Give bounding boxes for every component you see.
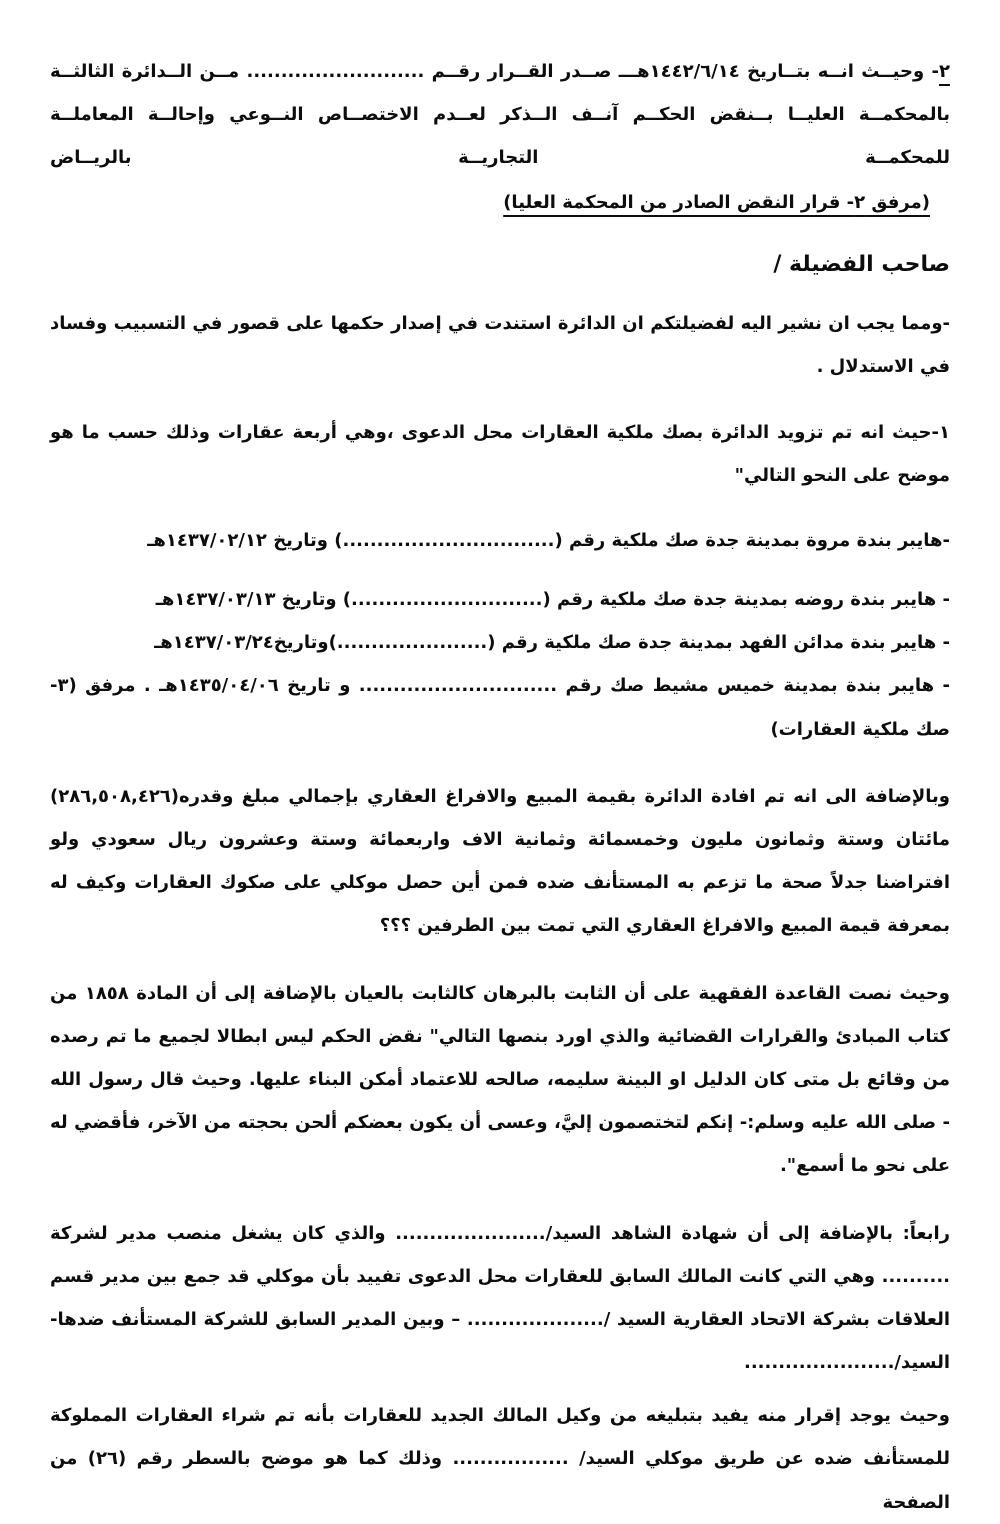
property-item-madain-alfahd: - هايبر بندة مدائن الفهد بمدينة جدة صك ملكية رقم (......................)وتاريخ١٤٣٧/٠٣/٢٤هـ — [154, 632, 950, 654]
legal-rule-paragraph: وحيث نصت القاعدة الفقهية على أن الثابت بالبرهان كالثابت بالعيان بالإضافة إلى أن المادة ١٨٥٨ من كتاب المبادئ والقرارات القضائية والذي اورد بنصها التالي" نقض الحكم ليس ابطالا لجميع ما تم رصده من وقائع بل متى كان الدليل او البينة سليمه، صالحه للاعتماد أمكن البناء عليها. وحيث قال رسول الله - صلى الله عليه وسلم:- إنكم لتختصمون إليَّ، وعسى أن يكون بعضكم ألحن بحجته من الآخر، فأقضي له على نحو ما أسمع". — [50, 982, 950, 1177]
clause-2-number: ٢ — [938, 61, 950, 82]
property-item-rawdah: - هايبر بندة روضه بمدينة جدة صك ملكية رقم (............................) وتاريخ ١٤٣٧/٠٣/١٣هـ — [155, 589, 950, 611]
property-deed-list — [50, 519, 950, 751]
amount-paragraph: وبالإضافة الى انه تم افادة الدائرة بقيمة المبيع والافراغ العقاري بإجمالي مبلغ وقدره(٢٨٦,٥٠٨,٤٢٦) مائتان وستة وثمانون مليون وخمسمائة وثمانية الاف واربعمائة وستة وعشرون ريال سعودي ولو افتراضنا جدلاً صحة ما تزعم به المستأنف ضده فمن أين حصل موكلي على صكوك العقارات وكيف له بمعرفة قيمة المبيع والافراغ العقاري التي تمت بين الطرفين ؟؟؟ — [50, 785, 950, 937]
clause-2-paragraph — [50, 50, 950, 180]
fourth-point-paragraph: رابعاً: بالإضافة إلى أن شهادة الشاهد السيد/...................... والذي كان يشغل منصب مدير لشركة .......... وهي التي كانت المالك السابق للعقارات محل الدعوى تفييد بأن موكلي قد جمع بين مدير قسم العلاقات بشركة الاتحاد العقارية السيد /.................... – وبين المدير السابق للشركة المستأنف ضدها- السيد/...................... — [50, 1222, 950, 1374]
clause-2-body-text: وحيــث انــه بتــاريخ ١٤٤٢/٦/١٤هـــ صــدر القــرار رقــم .......................... مــن الــدائرة الثالثــة بالمحكمــة العليــا بــنقض الحكــم آنــف الــذكر لعــدم الاختصــاص النــوعي وإحالــة المعاملــة للمحكمــة التجاريــة بالريــاض — [50, 61, 950, 169]
closing-paragraph: وحيث يوجد إقرار منه يفيد بتبليغه من وكيل المالك الجديد للعقارات بأنه تم شراء العقارات المملوكة للمستأنف ضده عن طريق موكلي السيد/ ................. وذلك كما هو موضح بالسطر رقم (٢٦) من الصفحة — [50, 1405, 950, 1513]
property-item-marwah: -هايبر بندة مروة بمدينة جدة صك ملكية رقم (...............................) وتاريخ ١٤٣٧/٠٢/١٢هـ — [147, 529, 950, 551]
intro-paragraph: -ومما يجب ان نشير اليه لفضيلتكم ان الدائرة استندت في إصدار حكمها على قصور في التسبيب وفساد في الاستدلال . — [50, 313, 950, 378]
salutation-heading: صاحب الفضيلة / — [773, 251, 950, 277]
clause-2-number-dash: - — [924, 61, 939, 82]
point-1-paragraph: ١-حيث انه تم تزويد الدائرة بصك ملكية العقارات محل الدعوى ،وهي أربعة عقارات وذلك حسب ما هو موضح على النحو التالي" — [50, 421, 950, 486]
property-item-khamis-mushait: - هايبر بندة بمدينة خميس مشيط صك رقم ............................. و تاريخ ١٤٣٥/٠٤/٠٦هـ . مرفق (٣- صك ملكية العقارات) — [50, 675, 950, 740]
attachment-note: (مرفق ٢- قرار النقض الصادر من المحكمة العليا) — [503, 191, 930, 213]
